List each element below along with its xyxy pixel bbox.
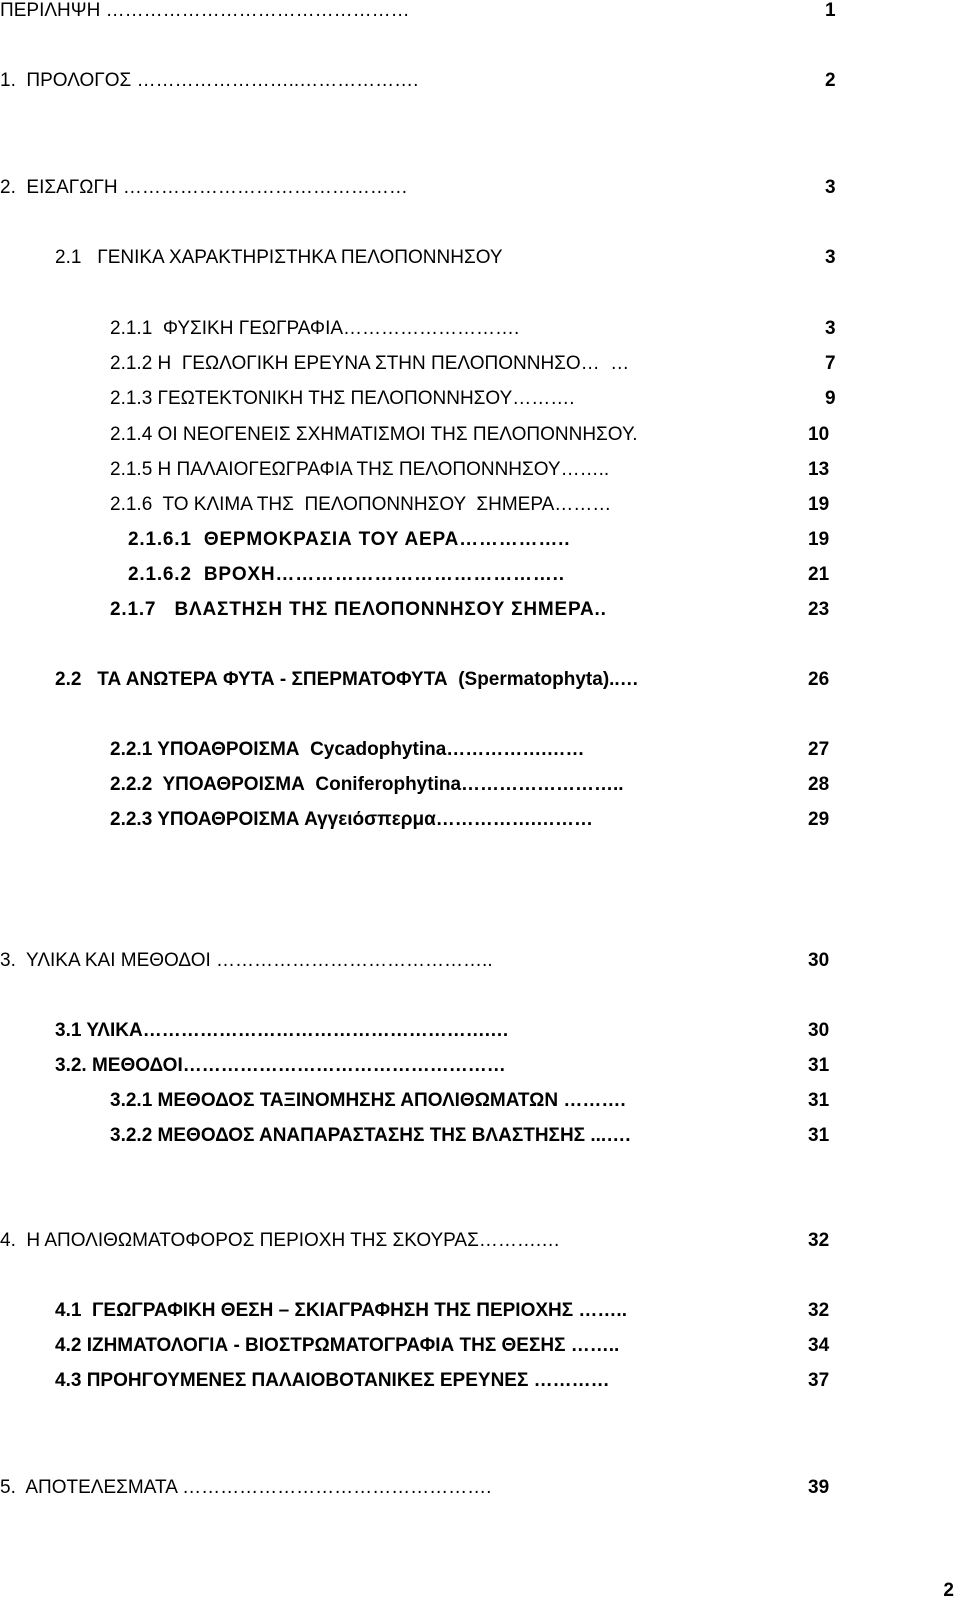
toc-entry-page: 34 — [808, 1335, 830, 1356]
toc-entry-text: 4.3 ΠΡΟΗΓΟΥΜΕΝΕΣ ΠΑΛΑΙΟΒΟΤΑΝΙΚΕΣ ΕΡΕΥΝΕΣ ………… — [55, 1370, 610, 1391]
toc-entry-page: 26 — [808, 669, 830, 690]
toc-entry-text: 3.2.1 ΜΕΘΟΔΟΣ ΤΑΞΙΝΟΜΗΣΗΣ ΑΠΟΛΙΘΩΜΑΤΩΝ ………. — [110, 1090, 626, 1111]
toc-entry-page: 9 — [825, 388, 836, 409]
toc-entry-page: 19 — [808, 529, 830, 550]
toc-entry-text: 2.1.1 ΦΥΣΙΚΗ ΓΕΩΓΡΑΦΙΑ………………………. — [110, 318, 520, 339]
toc-entry-page: 31 — [808, 1090, 830, 1111]
toc-entry-page: 3 — [825, 177, 836, 198]
toc-entry-text: 2.2 ΤΑ ΑΝΩΤΕΡΑ ΦΥΤΑ - ΣΠΕΡΜΑΤΟΦΥΤΑ (Spermatophyta)..… — [55, 669, 639, 690]
toc-entry-page: 30 — [808, 950, 830, 971]
toc-entry-text: 4.2 ΙΖΗΜΑΤΟΛΟΓΙΑ - ΒΙΟΣΤΡΩΜΑΤΟΓΡΑΦΙΑ ΤΗΣ ΘΕΣΗΣ …….. — [55, 1335, 620, 1356]
toc-entry-text: 2. ΕΙΣΑΓΩΓΗ ……………………………………… — [0, 177, 408, 198]
toc-entry-text: 5. ΑΠΟΤΕΛΕΣΜΑΤΑ …………………………………………. — [0, 1477, 492, 1498]
toc-entry-text: ΠΕΡΙΛΗΨΗ ………………………………………… — [0, 0, 410, 21]
toc-entry-text: 2.2.2 ΥΠΟΑΘΡΟΙΣΜΑ Coniferophytina…………………….. — [110, 774, 624, 795]
toc-entry-page: 3 — [825, 247, 836, 268]
toc-entry-text: 2.1 ΓΕΝΙΚΑ ΧΑΡΑΚΤΗΡΙΣΤΗΚΑ ΠΕΛΟΠΟΝΝΗΣΟΥ — [55, 247, 503, 268]
toc-entry-page: 2 — [825, 70, 836, 91]
toc-entry-page: 13 — [808, 459, 830, 480]
toc-entry-page: 31 — [808, 1055, 830, 1076]
toc-entry-text: 2.1.4 ΟΙ ΝΕΟΓΕΝΕΙΣ ΣΧΗΜΑΤΙΣΜΟΙ ΤΗΣ ΠΕΛΟΠΟΝΝΗΣΟΥ. — [110, 424, 638, 445]
toc-entry-text: 2.1.7 ΒΛΑΣΤΗΣΗ ΤΗΣ ΠΕΛΟΠΟΝΝΗΣΟΥ ΣΗΜΕΡΑ.. — [110, 599, 607, 620]
toc-entry-text: 2.1.6.1 ΘΕΡΜΟΚΡΑΣΙΑ ΤΟΥ ΑΕΡΑ…………….. — [128, 529, 571, 550]
toc-entry-text: 2.1.6 ΤΟ ΚΛΙΜΑ ΤΗΣ ΠΕΛΟΠΟΝΝΗΣΟΥ ΣΗΜΕΡΑ……… — [110, 494, 612, 515]
toc-entry-text: 2.1.3 ΓΕΩΤΕΚΤΟΝΙΚΗ ΤΗΣ ΠΕΛΟΠΟΝΝΗΣΟΥ………. — [110, 388, 575, 409]
toc-entry-page: 37 — [808, 1370, 830, 1391]
toc-entry-page: 19 — [808, 494, 830, 515]
toc-entry-text: 4.1 ΓΕΩΓΡΑΦΙΚΗ ΘΕΣΗ – ΣΚΙΑΓΡΑΦΗΣΗ ΤΗΣ ΠΕΡΙΟΧΗΣ …….. — [55, 1300, 627, 1321]
toc-entry-page: 27 — [808, 739, 830, 760]
toc-entry-page: 21 — [808, 564, 830, 585]
page-number: 2 — [943, 1580, 954, 1601]
toc-entry-page: 1 — [825, 0, 836, 21]
toc-entry-text: 1. ΠΡΟΛΟΓΟΣ ……………………..………………. — [0, 70, 419, 91]
toc-entry-page: 32 — [808, 1230, 830, 1251]
toc-entry-page: 29 — [808, 809, 830, 830]
toc-entry-text: 3.2.2 ΜΕΘΟΔΟΣ ΑΝΑΠΑΡΑΣΤΑΣΗΣ ΤΗΣ ΒΛΑΣΤΗΣΗΣ ...…. — [110, 1125, 631, 1146]
toc-entry-page: 23 — [808, 599, 830, 620]
toc-entry-page: 32 — [808, 1300, 830, 1321]
toc-entry-text: 2.2.1 ΥΠΟΑΘΡΟΙΣΜΑ Cycadophytina…………….…… — [110, 739, 585, 760]
toc-entry-page: 7 — [825, 353, 836, 374]
toc-entry-text: 2.2.3 ΥΠΟΑΘΡΟΙΣΜΑ Αγγειόσπερμα…………….……… — [110, 809, 594, 830]
toc-entry-text: 3. ΥΛΙΚΑ ΚΑΙ ΜΕΘΟΔΟΙ …………………………………….. — [0, 950, 493, 971]
toc-entry-page: 3 — [825, 318, 836, 339]
toc-entry-page: 30 — [808, 1020, 830, 1041]
toc-entry-text: 3.2. ΜΕΘΟΔΟΙ…………………………………………… — [55, 1055, 506, 1076]
toc-entry-text: 3.1 ΥΛΙΚΑ……………………………………………….… — [55, 1020, 509, 1041]
toc-entry-page: 28 — [808, 774, 830, 795]
toc-entry-page: 10 — [808, 424, 830, 445]
toc-entry-page: 39 — [808, 1477, 830, 1498]
toc-entry-text: 4. Η ΑΠΟΛΙΘΩΜΑΤΟΦΟΡΟΣ ΠΕΡΙΟΧΗ ΤΗΣ ΣΚΟΥΡΑΣ……….… — [0, 1230, 561, 1251]
toc-entry-text: 2.1.6.2 ΒΡΟΧΗ…………………………………….. — [128, 564, 565, 585]
toc-entry-page: 31 — [808, 1125, 830, 1146]
toc-entry-text: 2.1.5 Η ΠΑΛΑΙΟΓΕΩΓΡΑΦΙΑ ΤΗΣ ΠΕΛΟΠΟΝΝΗΣΟΥ…….. — [110, 459, 610, 480]
toc-entry-text: 2.1.2 Η ΓΕΩΛΟΓΙΚΗ ΕΡΕΥΝΑ ΣΤΗΝ ΠΕΛΟΠΟΝΝΗΣΟ… … — [110, 353, 630, 374]
